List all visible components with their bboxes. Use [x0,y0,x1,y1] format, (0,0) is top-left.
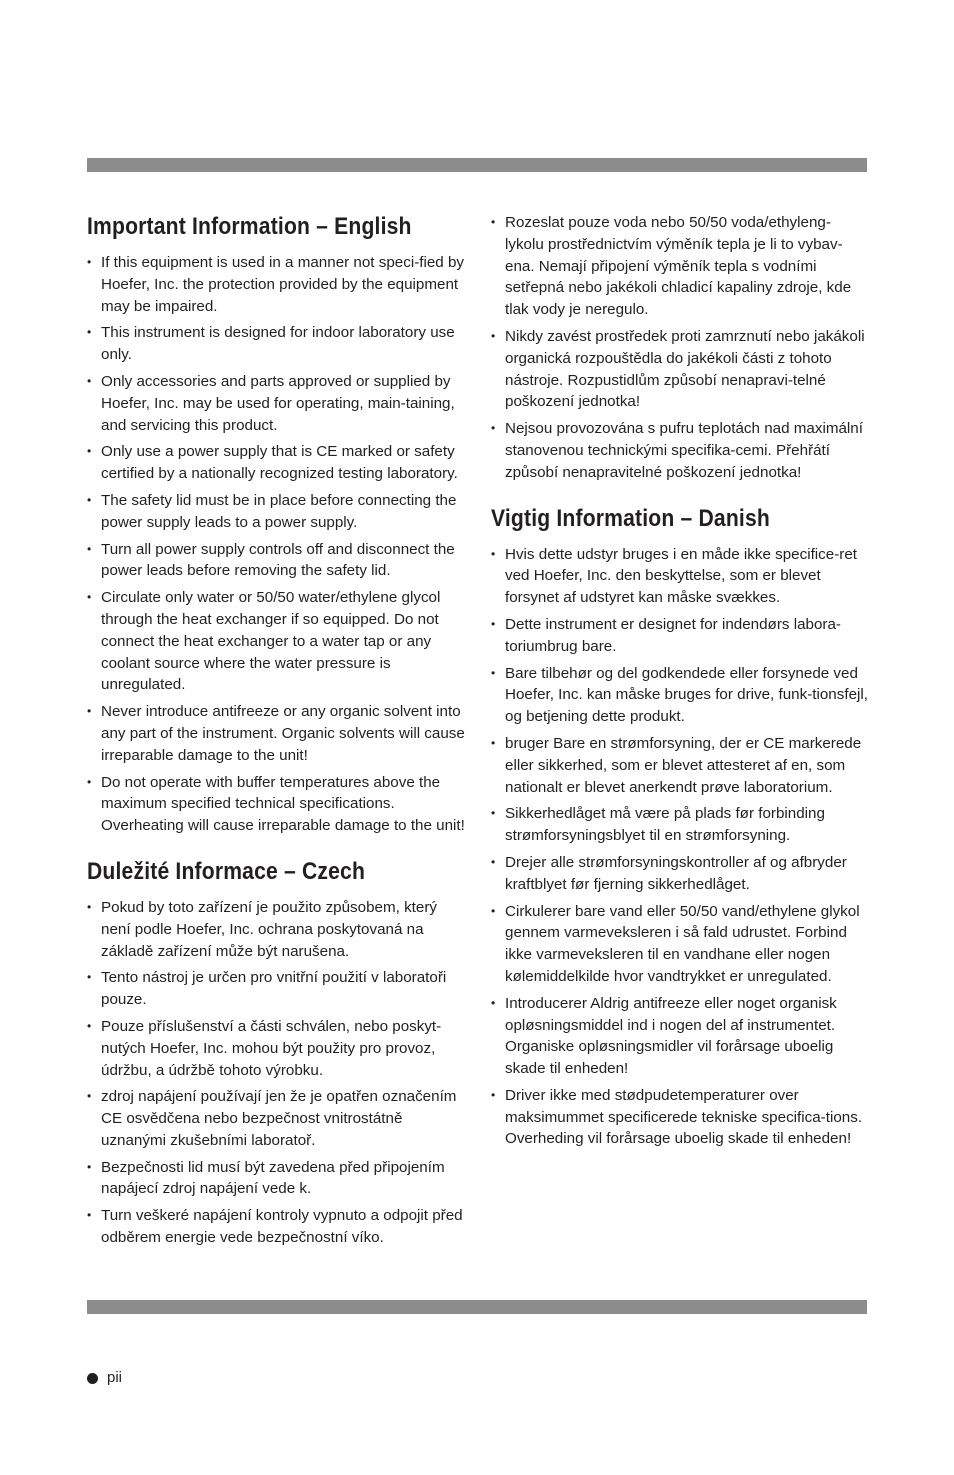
list-item: • This instrument is designed for indoor laboratory use only. [87,322,465,366]
list-item: • Nikdy zavést prostředek proti zamrznutí nebo jakákoli organická rozpouštědla do jakékoli části z tohoto nástroje. Rozpustidlům způsobí nenapravi-telné poškození jednotka! [491,326,869,413]
list-item: • Pokud by toto zařízení je použito způsobem, který není podle Hoefer, Inc. ochrana poskytovaná na základě zařízení může být narušena. [87,897,465,962]
left-column [87,210,465,1254]
page-number: pii [107,1369,123,1386]
list-item: • Only accessories and parts approved or supplied by Hoefer, Inc. may be used for operating, main-taining, and servicing this product. [87,371,465,436]
list-item: • Only use a power supply that is CE marked or safety certified by a nationally recognized testing laboratory. [87,441,465,485]
danish-heading: Vigtig Information – Danish [491,504,770,532]
right-column [491,212,869,1155]
bullet-dot-icon [87,1373,98,1384]
list-item: • Tento nástroj je určen pro vnitřní použití v laboratoři pouze. [87,967,465,1011]
list-item: • Turn veškeré napájení kontroly vypnuto a odpojit před odběrem energie vede bezpečnostní víko. [87,1205,465,1249]
list-item: • Nejsou provozována s pufru teplotách nad maximální stanovenou technickými specifika-cemi. Přehřátí způsobí nenapravitelné poškození jednotka! [491,418,869,483]
list-item: • Turn all power supply controls off and disconnect the power leads before removing the safety lid. [87,539,465,583]
czech-list-continued [491,212,869,484]
list-item: • Dette instrument er designet for indendørs labora-toriumbrug bare. [491,614,869,658]
top-divider-bar [87,158,867,172]
list-item: • Driver ikke med stødpudetemperaturer over maksimummet specificerede tekniske specifica-tions. Overheding vil forårsage uboelig skade til enheden! [491,1085,869,1150]
list-item: • Drejer alle strømforsyningskontroller af og afbryder kraftblyet før fjerning sikkerhedlåget. [491,852,869,896]
list-item: • Never introduce antifreeze or any organic solvent into any part of the instrument. Organic solvents will cause irreparable damage to the unit! [87,701,465,766]
list-item: • Circulate only water or 50/50 water/ethylene glycol through the heat exchanger if so equipped. Do not connect the heat exchanger to a water tap or any coolant source where the water pressure is unregulated. [87,587,465,696]
list-item: • Rozeslat pouze voda nebo 50/50 voda/ethyleng-lykolu prostřednictvím výměník tepla je li to vybav-ena. Nemají připojení výměník tepla s vodními setřepná nebo jakékoli chladicí kapaliny zdroje, kde tlak vody je neregulo. [491,212,869,321]
list-item: • If this equipment is used in a manner not speci-fied by Hoefer, Inc. the protection provided by the equipment may be impaired. [87,252,465,317]
list-item: • Cirkulerer bare vand eller 50/50 vand/ethylene glykol gennem varmeveksleren i så fald udrustet. Forbind ikke varmeveksleren til en vandhane eller nogen kølemiddelkilde hvor vandtrykket er unregulated. [491,901,869,988]
list-item: • The safety lid must be in place before connecting the power supply leads to a power supply. [87,490,465,534]
czech-heading: Duležité Informace – Czech [87,857,366,885]
page-footer [87,1367,122,1389]
bottom-divider-bar [87,1300,867,1314]
czech-list [87,897,465,1249]
list-item: • Pouze příslušenství a části schválen, nebo poskyt-nutých Hoefer, Inc. mohou být použity pro provoz, údržbu, a údržbě tohoto výrobku. [87,1016,465,1081]
list-item: • Bezpečnosti lid musí být zavedena před připojením napájecí zdroj napájení vede k. [87,1157,465,1201]
list-item: • Hvis dette udstyr bruges i en måde ikke specifice-ret ved Hoefer, Inc. den beskyttelse, som er blevet forsynet af udstyret kan måske svækkes. [491,544,869,609]
english-heading: Important Information – English [87,213,412,240]
list-item: • bruger Bare en strømforsyning, der er CE markerede eller sikkerhed, som er blevet attesteret af en, som nationalt er blevet anerkendt prøve laboratorium. [491,733,869,798]
list-item: • Sikkerhedlåget må være på plads før forbinding strømforsyningsblyet til en strømforsyning. [491,803,869,847]
list-item: • zdroj napájení používají jen že je opatřen označením CE osvědčena nebo bezpečnost vnitrostátně uznanými zkušebními laboratoř. [87,1086,465,1151]
list-item: • Bare tilbehør og del godkendede eller forsynede ved Hoefer, Inc. kan måske bruges for drive, funk-tionsfejl, og betjening dette produkt. [491,663,869,728]
danish-list [491,544,869,1151]
english-list [87,252,465,837]
list-item: • Do not operate with buffer temperatures above the maximum specified technical specifications. Overheating will cause irreparable damage to the unit! [87,772,465,837]
list-item: • Introducerer Aldrig antifreeze eller noget organisk opløsningsmiddel ind i nogen del af instrumentet. Organiske opløsningsmidler vil forårsage uboelig skade til enheden! [491,993,869,1080]
